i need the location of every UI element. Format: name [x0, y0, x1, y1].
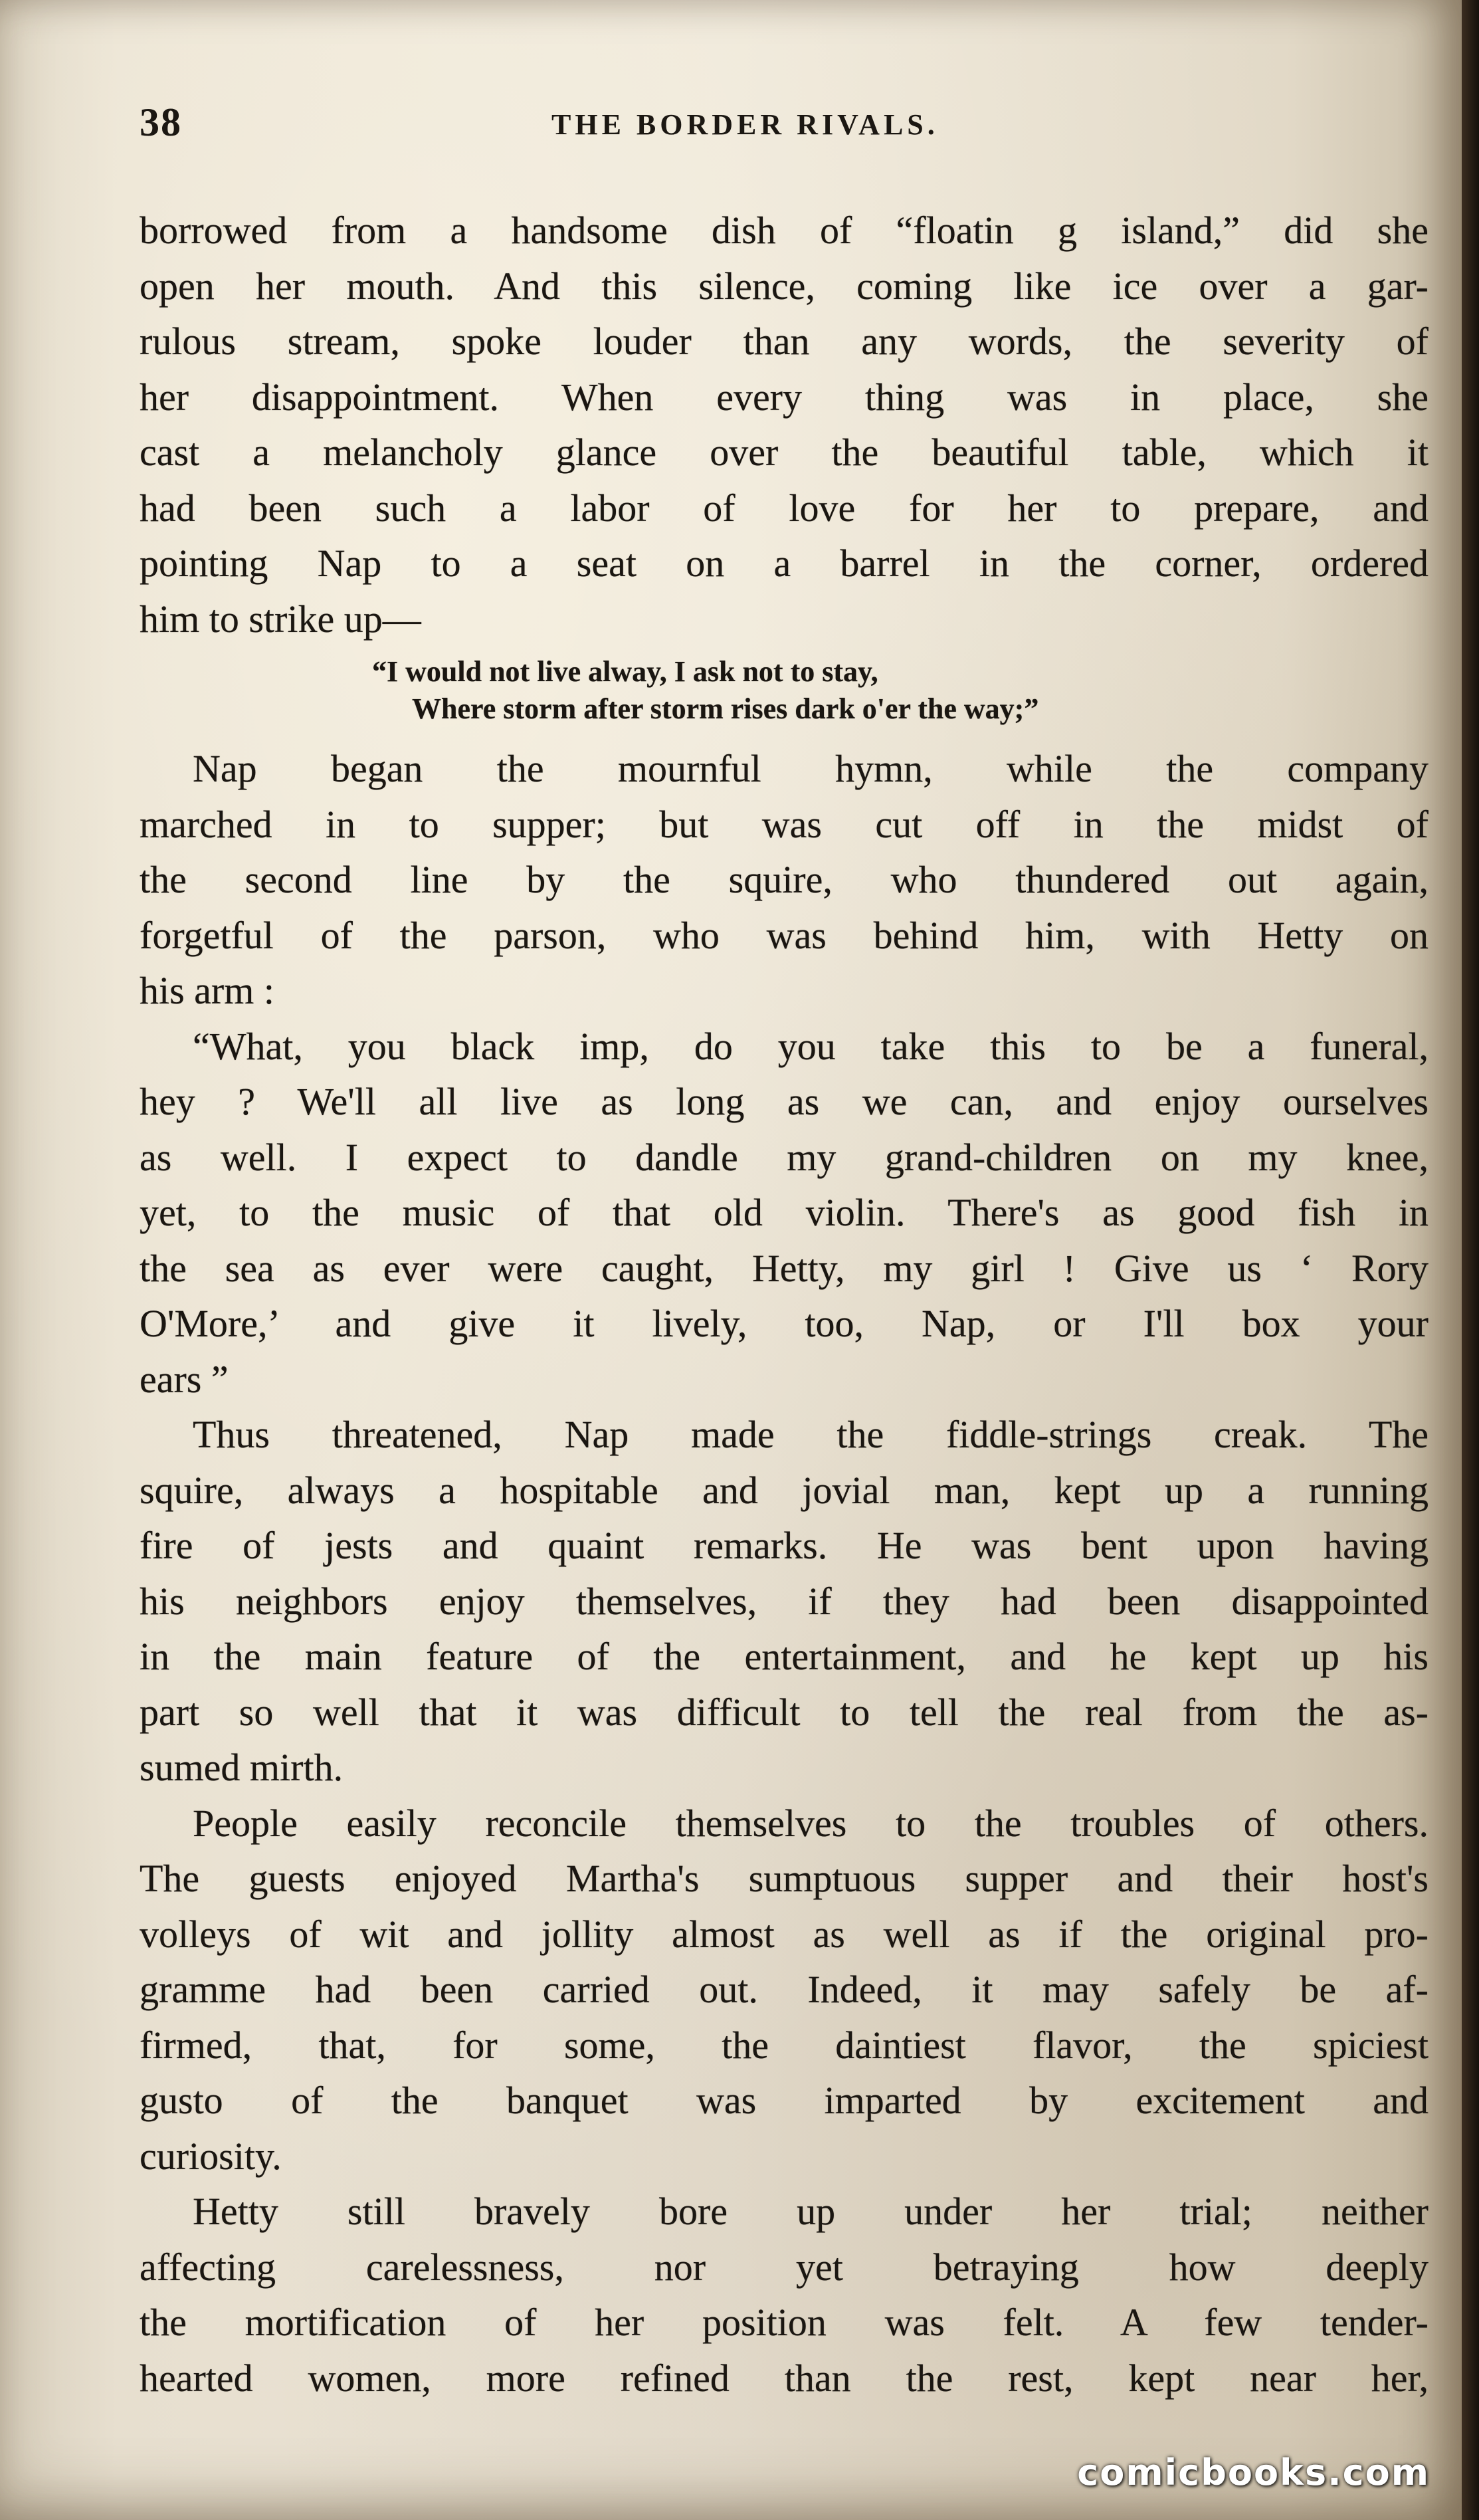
text-line: as well. I expect to dandle my grand-children on my knee, — [140, 1135, 1429, 1179]
text-line: marched in to supper; but was cut off in the midst of — [140, 802, 1429, 846]
text-line: sumed mirth. — [140, 1746, 344, 1789]
verse-line: Where storm after storm rises dark o'er the way;” — [412, 692, 1039, 725]
text-line: rulous stream, spoke louder than any words, the severity of — [140, 320, 1429, 363]
text-line: his neighbors enjoy themselves, if they had been disappointed — [140, 1579, 1429, 1623]
text-line: The guests enjoyed Martha's sumptuous supper and their host's — [140, 1857, 1429, 1900]
watermark: comicbooks.com — [1077, 2452, 1430, 2493]
text-line: his arm : — [140, 969, 274, 1012]
text-line: hearted women, more refined than the rest, kept near her, — [140, 2356, 1429, 2400]
text-line: People easily reconcile themselves to the troubles of others. — [193, 1801, 1429, 1845]
text-line: borrowed from a handsome dish of “floatin g island,” did she — [140, 209, 1429, 252]
text-line: O'More,’ and give it lively, too, Nap, or I'll box your — [140, 1302, 1429, 1345]
text-line: Nap began the mournful hymn, while the company — [193, 747, 1429, 790]
text-line: gramme had been carried out. Indeed, it may safely be af- — [140, 1968, 1429, 2011]
text-line: the sea as ever were caught, Hetty, my girl ! Give us ‘ Rory — [140, 1246, 1429, 1290]
body-text — [140, 203, 1429, 2406]
text-line: had been such a labor of love for her to prepare, and — [140, 486, 1429, 530]
text-line: ears ” — [140, 1357, 229, 1401]
book-spine-edge — [1462, 0, 1479, 2520]
text-line: Hetty still bravely bore up under her trial; neither — [193, 2190, 1429, 2233]
verse-line: “I would not live alway, I ask not to stay, — [372, 655, 878, 688]
page-number: 38 — [140, 100, 182, 144]
text-line: affecting carelessness, nor yet betraying how deeply — [140, 2245, 1429, 2289]
text-line: gusto of the banquet was imparted by excitement and — [140, 2079, 1429, 2122]
text-line: “What, you black imp, do you take this to be a funeral, — [193, 1024, 1429, 1068]
text-line: firmed, that, for some, the daintiest flavor, the spiciest — [140, 2023, 1429, 2067]
text-line: the second line by the squire, who thundered out again, — [140, 858, 1429, 901]
text-line: forgetful of the parson, who was behind him, with Hetty on — [140, 913, 1429, 957]
text-line: part so well that it was difficult to tell the real from the as- — [140, 1690, 1429, 1734]
text-line: volleys of wit and jollity almost as well as if the original pro- — [140, 1912, 1429, 1956]
running-head — [140, 100, 1429, 146]
text-line: fire of jests and quaint remarks. He was bent upon having — [140, 1524, 1429, 1567]
text-line: hey ? We'll all live as long as we can, and enjoy ourselves — [140, 1080, 1429, 1123]
text-line: pointing Nap to a seat on a barrel in the corner, ordered — [140, 542, 1429, 585]
text-line: him to strike up— — [140, 597, 421, 641]
text-line: Thus threatened, Nap made the fiddle-strings creak. The — [193, 1413, 1429, 1456]
text-line: in the main feature of the entertainment, and he kept up his — [140, 1635, 1429, 1678]
text-line: squire, always a hospitable and jovial man, kept up a running — [140, 1468, 1429, 1512]
text-line: her disappointment. When every thing was in place, she — [140, 375, 1429, 419]
text-line: open her mouth. And this silence, coming like ice over a gar- — [140, 264, 1429, 308]
running-title: THE BORDER RIVALS. — [551, 108, 939, 141]
text-line: yet, to the music of that old violin. There's as good fish in — [140, 1191, 1429, 1234]
text-line: curiosity. — [140, 2134, 282, 2178]
text-line: the mortification of her position was felt. A few tender- — [140, 2301, 1429, 2344]
text-line: cast a melancholy glance over the beautiful table, which it — [140, 431, 1429, 474]
